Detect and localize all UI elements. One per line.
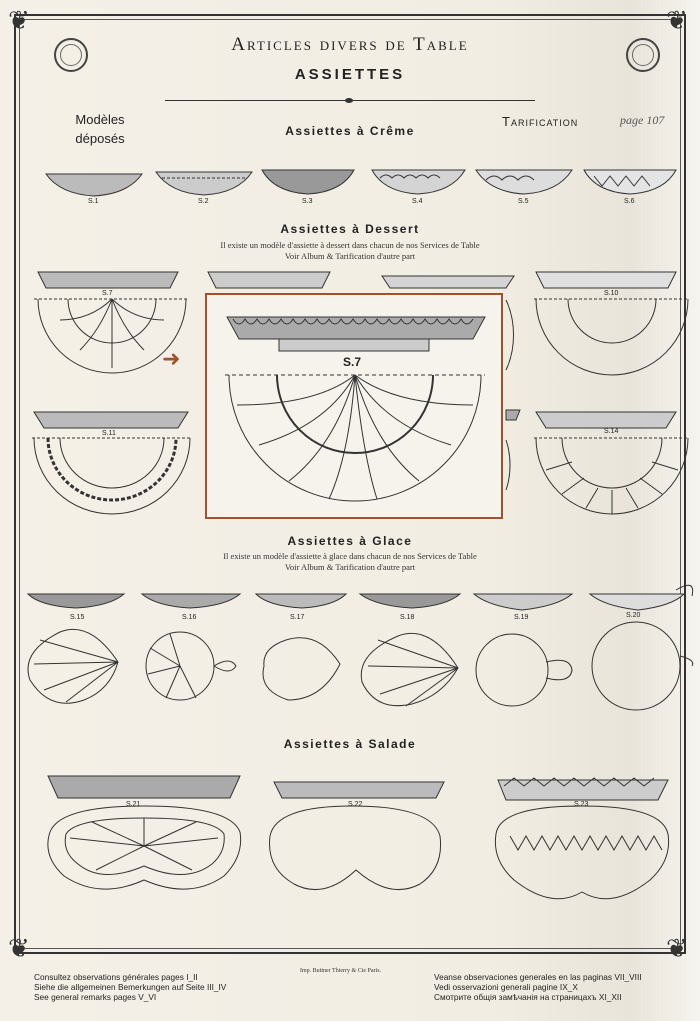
- creme-bowl-s2: [156, 172, 252, 195]
- glace-note-1: Il existe un modèle d'assiette à glace dans chacun de nos Services de Table: [223, 551, 477, 561]
- dessert-plate-s8: [208, 272, 330, 288]
- item-label: S.11: [102, 430, 116, 437]
- dessert-plate-s11: [32, 412, 190, 514]
- footer-notes-left: [34, 972, 226, 1002]
- item-label: S.16: [182, 614, 197, 621]
- creme-bowl-s3: [262, 170, 354, 194]
- models-line2: déposés: [75, 131, 125, 146]
- dessert-plate-s12: [506, 410, 520, 490]
- glace-plate-s17: [256, 594, 346, 700]
- item-label: S.20: [626, 612, 641, 619]
- dessert-note-1: Il existe un modèle d'assiette à dessert dans chacun de nos Services de Table: [220, 240, 480, 250]
- glace-plate-s16: [142, 594, 240, 700]
- footer-line: Смотрите общія замѣчанія на страницахъ XI_XII: [434, 992, 622, 1002]
- arrow-right-icon: ➜: [162, 346, 181, 371]
- item-label: S.3: [302, 198, 313, 205]
- item-label: S.5: [518, 198, 529, 205]
- page-subtitle: ASSIETTES: [294, 66, 406, 83]
- tarification-handwritten: page 107: [620, 113, 665, 127]
- glace-plate-s20: [590, 585, 693, 710]
- zoom-inset-s7: [205, 293, 503, 519]
- dessert-note-2: Voir Album & Tarification d'autre part: [284, 251, 416, 261]
- item-label: S.22: [348, 801, 363, 808]
- footer-line: See general remarks pages V_VI: [34, 992, 157, 1002]
- page-title: Articles divers de Table: [231, 34, 469, 55]
- item-label: S.21: [126, 801, 141, 808]
- footer-line: Vedi osservazioni generali pagine IX_X: [434, 982, 578, 992]
- corner-ornament-icon: ❦: [666, 934, 688, 963]
- item-label: S.1: [88, 198, 99, 205]
- glace-plate-s18: [360, 594, 460, 706]
- tarification-label: Tarification: [502, 114, 579, 129]
- dessert-plate-s10: [534, 272, 688, 375]
- corner-ornament-icon: ❦: [8, 6, 30, 35]
- section-title-creme: Assiettes à Crême: [285, 124, 415, 138]
- item-label: S.4: [412, 198, 423, 205]
- item-label: S.6: [624, 198, 635, 205]
- corner-ornament-icon: ❦: [666, 6, 688, 35]
- glace-note-2: Voir Album & Tarification d'autre part: [284, 562, 416, 572]
- footer-line: Consultez observations générales pages I_II: [34, 972, 198, 982]
- section-title-glace: Assiettes à Glace: [287, 534, 413, 548]
- salade-plate-s22: [270, 782, 445, 890]
- item-label: S.14: [604, 428, 619, 435]
- item-label: S.10: [604, 290, 619, 297]
- printer-credit: Imp. Buttner Thierry & Cie Paris.: [300, 968, 382, 974]
- corner-ornament-icon: ❦: [8, 934, 30, 963]
- item-label: S.23: [574, 801, 589, 808]
- glace-plate-s19: [474, 594, 572, 706]
- footer-notes-right: [434, 972, 642, 1002]
- item-label: S.18: [400, 614, 415, 621]
- footer-line: Siehe die allgemeinen Bemerkungen auf Seite III_IV: [34, 982, 227, 992]
- section-title-dessert: Assiettes à Dessert: [280, 222, 420, 236]
- creme-bowl-s1: [46, 174, 142, 196]
- inset-plate-drawing: [207, 295, 501, 517]
- item-label: S.15: [70, 614, 85, 621]
- section-title-salade: Assiettes à Salade: [283, 737, 417, 751]
- creme-bowl-s6: [584, 170, 676, 194]
- creme-bowl-s4: [372, 170, 465, 194]
- salade-plate-s23: [495, 778, 668, 899]
- item-label: S.7: [102, 290, 113, 297]
- footer-line: Veanse observaciones generales en las paginas VII_VIII: [434, 972, 642, 982]
- creme-bowl-s5: [476, 170, 572, 194]
- item-label: S.2: [198, 198, 209, 205]
- item-label: S.19: [514, 614, 529, 621]
- salade-plate-s21: [48, 776, 241, 889]
- inset-label: S.7: [343, 355, 362, 369]
- models-line1: Modèles: [75, 112, 125, 127]
- glace-plate-s15: [28, 594, 124, 703]
- item-label: S.17: [290, 614, 305, 621]
